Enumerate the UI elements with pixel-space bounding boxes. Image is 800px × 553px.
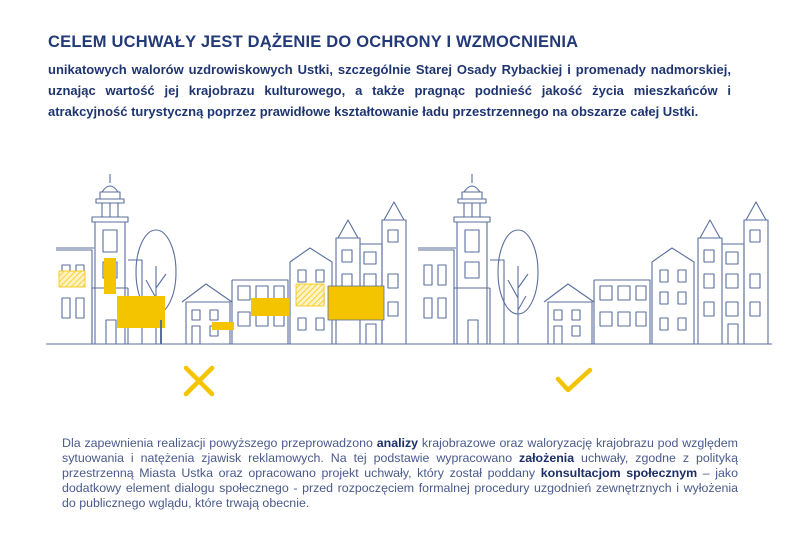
headline: CELEM UCHWAŁY JEST DĄŻENIE DO OCHRONY I WZMOCNIENIA: [48, 33, 579, 51]
x-mark-icon: [186, 368, 212, 394]
keyword-zalozenia: założenia: [519, 450, 575, 465]
check-mark-icon: [558, 370, 590, 390]
body-text-part: uchwały, zgodne z polityką przestrzenną Miasta Ustka oraz opracowano projekt uchwały, który został poddany: [62, 450, 738, 480]
body-text-part: – jako dodatkowy element dialogu społecznego - przed rozpoczęciem formalnej procedury uzgodnień zewnętrznych i wyłożenia do publicznego wglądu, które trwają obecnie.: [62, 465, 738, 510]
illustration-panel: [0, 170, 800, 410]
body-text-part: Dla zapewnienia realizacji powyższego przeprowadzono: [62, 436, 377, 450]
clean-street-illustration: [408, 174, 772, 344]
keyword-analizy: analizy: [376, 436, 419, 450]
keyword-konsultacje: konsultacjom społecznym: [540, 465, 698, 480]
lead-paragraph: unikatowych walorów uzdrowiskowych Ustki, szczególnie Starej Osady Rybackiej i promenady nadmorskiej, uznając wartość jej krajobrazu kulturowego, a także pragnąc podnieść jakość życia mieszkańców i atrakcyjność turystyczną poprzez prawidłowe kształtowanie ładu przestrzennego na obszarze całej Ustki.: [48, 62, 731, 119]
body-paragraph: [62, 436, 738, 511]
cluttered-street-illustration: [46, 174, 410, 344]
body-text-part: krajobrazowe oraz waloryzację krajobrazu pod względem sytuowania i natężenia zjawisk reklamowych. Na tej podstawie wypracowano: [62, 436, 738, 465]
